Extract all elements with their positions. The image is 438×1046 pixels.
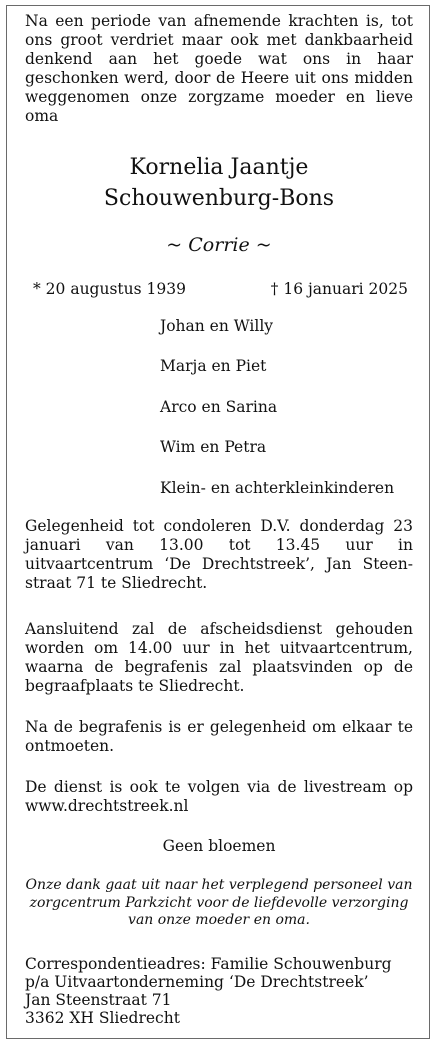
nickname: ~ Corrie ~: [166, 234, 272, 256]
address-line: Jan Steenstraat 71: [25, 991, 172, 1009]
no-flowers-text: Geen bloemen: [162, 837, 276, 855]
family-member: Klein- en achterkleinkinderen: [160, 479, 395, 497]
family-member: Johan en Willy: [160, 317, 274, 335]
correspondence-address: [25, 955, 413, 1027]
birth-date: * 20 augustus 1939: [33, 280, 186, 298]
after-funeral-text: Na de begrafenis is er gelegenheid om elkaar te ontmoeten.: [25, 718, 413, 755]
livestream-text: De dienst is ook te volgen via de livestream op www.drechtstreek.nl: [25, 778, 413, 815]
address-line: 3362 XH Sliedrecht: [25, 1009, 180, 1027]
family-member: Wim en Petra: [160, 438, 267, 456]
address-line: p/a Uitvaartonderneming ‘De Drechtstreek’: [25, 973, 369, 991]
thanks-text: Onze dank gaat uit naar het verplegend personeel van zorgcentrum Parkzicht voor de liefdevolle verzorging van onze moeder en oma.: [25, 877, 413, 928]
condolence-text: Gelegenheid tot condoleren D.V. donderdag 23 januari van 13.00 tot 13.45 uur in uitvaartcentrum ‘De Drechtstreek’, Jan Steen-straat 71 te Sliedrecht.: [25, 517, 413, 592]
family-member: Marja en Piet: [160, 357, 267, 375]
service-text: Aansluitend zal de afscheidsdienst gehouden worden om 14.00 uur in het uitvaartcentrum, waarna de begrafenis zal plaatsvinden op de begraafplaats te Sliedrecht.: [25, 620, 413, 695]
family-member: Arco en Sarina: [160, 398, 278, 416]
death-date: † 16 januari 2025: [270, 280, 408, 298]
address-line: Correspondentieadres: Familie Schouwenburg: [25, 955, 392, 973]
deceased-name-first: Kornelia Jaantje: [129, 155, 309, 180]
deceased-name-last: Schouwenburg-Bons: [103, 186, 335, 211]
intro-text: Na een periode van afnemende krachten is, tot ons groot verdriet maar ook met dankbaarheid denkend aan het goede wat ons in haar geschonken werd, door de Heere uit ons midden weggenomen onze zorgzame moeder en lieve oma: [25, 12, 413, 125]
